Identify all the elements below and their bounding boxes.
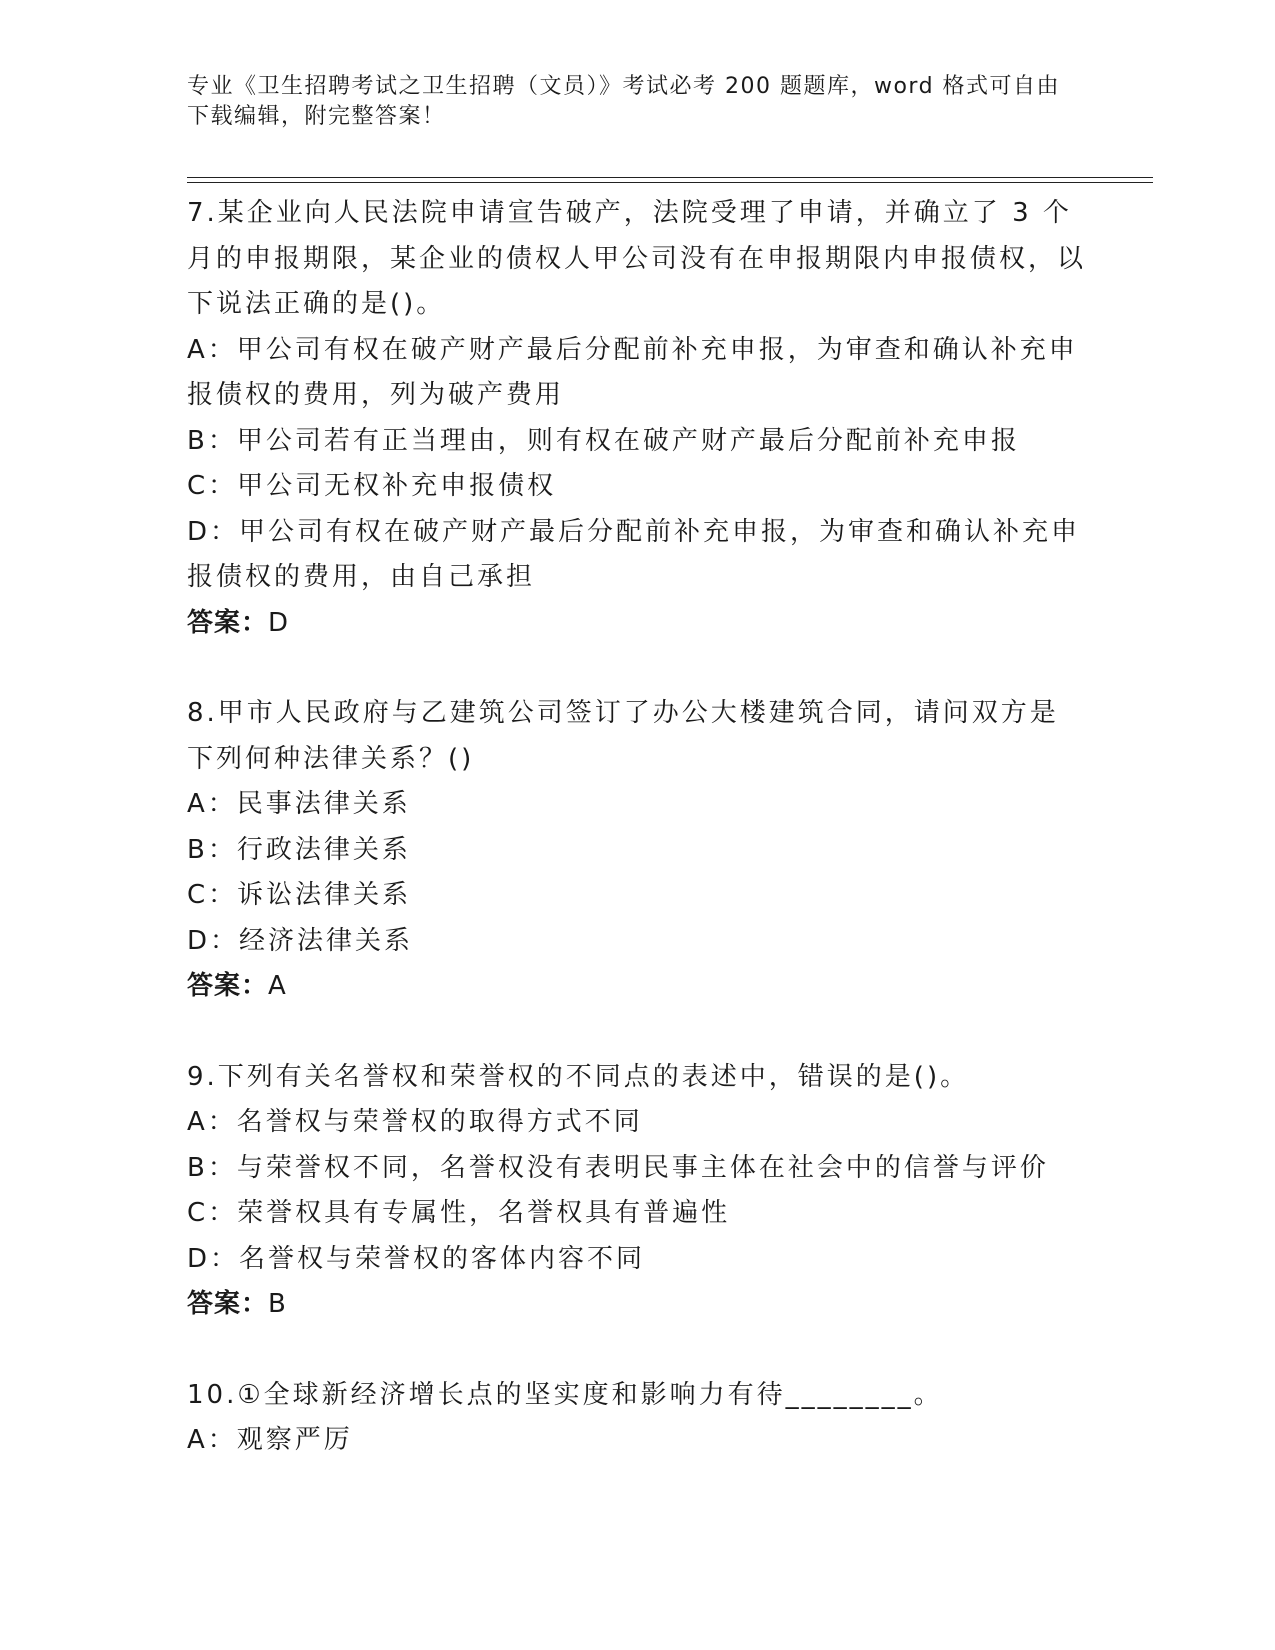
- option-c: C：荣誉权具有专属性，名誉权具有普遍性: [187, 1198, 731, 1228]
- answer-line: [187, 1282, 1087, 1328]
- answer-label: 答案：: [187, 971, 269, 1001]
- option-a: A：民事法律关系: [187, 789, 411, 819]
- option-a: A：名誉权与荣誉权的取得方式不同: [187, 1107, 643, 1137]
- answer-line: [187, 601, 1087, 647]
- option-b: B：甲公司若有正当理由，则有权在破产财产最后分配前补充申报: [187, 425, 1020, 456]
- answer-label: 答案：: [187, 1289, 269, 1319]
- option-d: D：甲公司有权在破产财产最后分配前补充申报，为审查和确认补充申报债权的费用，由自己承担: [187, 516, 1081, 592]
- option-b: B：与荣誉权不同，名誉权没有表明民事主体在社会中的信誉与评价: [187, 1152, 1049, 1183]
- question-stem: 10.①全球新经济增长点的坚实度和影响力有待________。: [187, 1379, 943, 1410]
- question-stem: 7.某企业向人民法院申请宣告破产，法院受理了申请，并确立了 3 个月的申报期限，某企业的债权人甲公司没有在申报期限内申报债权，以下说法正确的是()。: [187, 198, 1087, 319]
- question-list: [187, 191, 1087, 1464]
- document-header: [187, 72, 1067, 132]
- question-10: [187, 1373, 1087, 1464]
- option-c: C：甲公司无权补充申报债权: [187, 471, 557, 501]
- answer-value: D: [268, 607, 290, 638]
- option-c: C：诉讼法律关系: [187, 880, 412, 910]
- answer-label: 答案：: [187, 607, 269, 638]
- option-b: B：行政法律关系: [187, 834, 411, 865]
- question-7: [187, 191, 1087, 646]
- answer-line: [187, 964, 1087, 1010]
- option-d: D：名誉权与荣誉权的客体内容不同: [187, 1243, 646, 1274]
- option-a: A：甲公司有权在破产财产最后分配前补充申报，为审查和确认补充申报债权的费用，列为破产费用: [187, 334, 1078, 410]
- question-9: [187, 1055, 1087, 1328]
- question-stem: 8.甲市人民政府与乙建筑公司签订了办公大楼建筑合同，请问双方是下列何种法律关系？(): [187, 698, 1059, 774]
- header-title: 专业《卫生招聘考试之卫生招聘（文员）》考试必考 200 题题库，word 格式可自由下载编辑，附完整答案！: [187, 74, 1061, 129]
- question-stem: 9.下列有关名誉权和荣誉权的不同点的表述中，错误的是()。: [187, 1061, 970, 1092]
- header-rule-bottom: [187, 182, 1153, 183]
- header-rule-top: [187, 177, 1153, 178]
- option-d: D：经济法律关系: [187, 925, 414, 956]
- question-8: [187, 691, 1087, 1010]
- answer-value: B: [268, 1289, 287, 1319]
- answer-value: A: [268, 971, 287, 1001]
- option-a: A：观察严厉: [187, 1425, 353, 1455]
